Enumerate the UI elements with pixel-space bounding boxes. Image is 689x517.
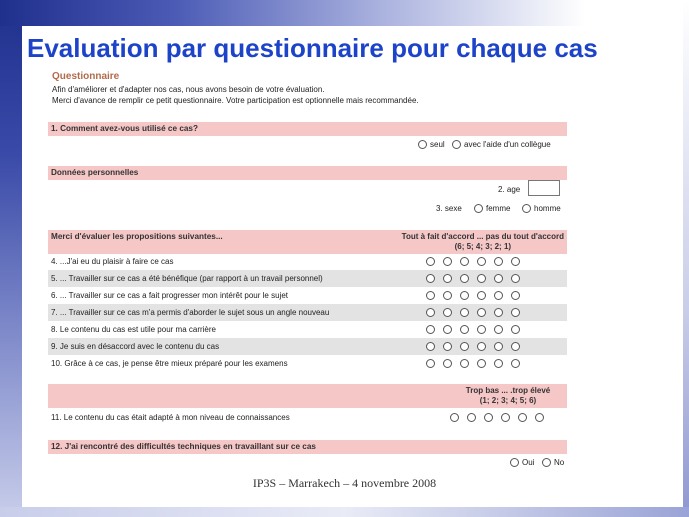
q12-option-no-label: No (554, 458, 565, 467)
rating-radio[interactable] (511, 342, 520, 351)
rating-radio[interactable] (426, 308, 435, 317)
rating-radio[interactable] (477, 325, 486, 334)
rating-radio[interactable] (443, 342, 452, 351)
rating-radio[interactable] (443, 291, 452, 300)
evaluation-radio-group (426, 321, 520, 338)
q1-band (48, 122, 567, 136)
radio-no[interactable] (542, 458, 551, 467)
radio-femme[interactable] (474, 204, 483, 213)
slide-footer: IP3S – Marrakech – 4 novembre 2008 (252, 476, 437, 490)
rating-radio[interactable] (477, 359, 486, 368)
age-input[interactable] (528, 180, 560, 196)
rating-radio[interactable] (426, 359, 435, 368)
q11-row (48, 409, 567, 426)
q1-option-seul[interactable] (418, 140, 445, 149)
rating-radio[interactable] (460, 291, 469, 300)
rating-radio[interactable] (426, 291, 435, 300)
evaluation-radio-group (426, 253, 520, 270)
rating-radio[interactable] (494, 257, 503, 266)
q12-band (48, 440, 567, 454)
q11-label: 11. Le contenu du cas était adapté à mon niveau de connaissances (51, 413, 290, 422)
evaluation-row-label: 8. Le contenu du cas est utile pour ma carrière (51, 325, 216, 334)
slide-border-top (0, 0, 689, 26)
radio-q11-3[interactable] (484, 413, 493, 422)
rating-radio[interactable] (426, 342, 435, 351)
q1-option-collegue-label: avec l'aide d'un collègue (464, 140, 551, 149)
rating-radio[interactable] (443, 308, 452, 317)
sex-option-homme[interactable] (522, 204, 561, 213)
rating-radio[interactable] (511, 257, 520, 266)
rating-radio[interactable] (494, 291, 503, 300)
rating-radio[interactable] (477, 342, 486, 351)
rating-radio[interactable] (460, 308, 469, 317)
rating-radio[interactable] (511, 359, 520, 368)
rating-radio[interactable] (443, 359, 452, 368)
radio-q11-5[interactable] (518, 413, 527, 422)
level-scale-header (443, 386, 573, 406)
q1-option-collegue[interactable] (452, 140, 551, 149)
evaluate-label: Merci d'évaluer les propositions suivantes... (51, 232, 223, 241)
evaluation-row (48, 253, 567, 270)
radio-collegue[interactable] (452, 140, 461, 149)
evaluation-row-label: 9. Je suis en désaccord avec le contenu du cas (51, 342, 220, 351)
evaluation-row-label: 10. Grâce à ce cas, je pense être mieux préparé pour les examens (51, 359, 288, 368)
rating-radio[interactable] (494, 342, 503, 351)
rating-radio[interactable] (511, 274, 520, 283)
rating-radio[interactable] (477, 291, 486, 300)
slide-title: Evaluation par questionnaire pour chaque cas (27, 33, 598, 63)
radio-q11-1[interactable] (450, 413, 459, 422)
agreement-scale-header (402, 232, 564, 252)
level-scale-line-2: (1; 2; 3; 4; 5; 6) (479, 396, 537, 405)
q1-label: 1. Comment avez-vous utilisé ce cas? (51, 124, 198, 133)
evaluation-row (48, 355, 567, 372)
sex-label: 3. sexe (436, 204, 462, 213)
radio-homme[interactable] (522, 204, 531, 213)
evaluation-row (48, 304, 567, 321)
rating-radio[interactable] (460, 325, 469, 334)
rating-radio[interactable] (511, 325, 520, 334)
age-label: 2. age (498, 185, 521, 194)
rating-radio[interactable] (477, 274, 486, 283)
sex-option-femme-label: femme (486, 204, 511, 213)
questionnaire-heading: Questionnaire (52, 71, 120, 82)
evaluation-row-label: 4. ...J'ai eu du plaisir à faire ce cas (51, 257, 174, 266)
personal-band (48, 166, 567, 180)
evaluation-row (48, 338, 567, 355)
rating-radio[interactable] (443, 257, 452, 266)
q12-label: 12. J'ai rencontré des difficultés techniques en travaillant sur ce cas (51, 442, 316, 451)
rating-radio[interactable] (511, 308, 520, 317)
slide-border-left (0, 0, 22, 517)
rating-radio[interactable] (460, 274, 469, 283)
rating-radio[interactable] (511, 291, 520, 300)
radio-seul[interactable] (418, 140, 427, 149)
rating-radio[interactable] (443, 274, 452, 283)
q12-option-oui[interactable] (510, 458, 534, 467)
evaluation-radio-group (426, 304, 520, 321)
evaluation-row-label: 6. ... Travailler sur ce cas a fait progresser mon intérêt pour le sujet (51, 291, 288, 300)
evaluate-band (48, 230, 567, 254)
intro-line-1: Afin d'améliorer et d'adapter nos cas, nous avons besoin de votre évaluation. (52, 85, 325, 94)
rating-radio[interactable] (494, 325, 503, 334)
rating-radio[interactable] (494, 274, 503, 283)
evaluation-row (48, 287, 567, 304)
intro-line-2: Merci d'avance de remplir ce petit questionnaire. Votre participation est optionnelle mais recommandée. (52, 96, 419, 105)
rating-radio[interactable] (426, 274, 435, 283)
level-band (48, 384, 567, 408)
rating-radio[interactable] (477, 308, 486, 317)
evaluation-radio-group (426, 338, 520, 355)
sex-option-femme[interactable] (474, 204, 510, 213)
rating-radio[interactable] (494, 308, 503, 317)
evaluation-row (48, 270, 567, 287)
evaluation-row-label: 7. ... Travailler sur ce cas m'a permis d'aborder le sujet sous un angle nouveau (51, 308, 330, 317)
level-scale-line-1: Trop bas ... .trop élevé (465, 386, 551, 395)
agreement-scale-line-2: (6; 5; 4; 3; 2; 1) (454, 242, 512, 251)
q12-option-oui-label: Oui (522, 458, 535, 467)
evaluation-radio-group (426, 270, 520, 287)
rating-radio[interactable] (426, 257, 435, 266)
evaluation-radio-group (426, 287, 520, 304)
radio-oui[interactable] (510, 458, 519, 467)
slide-border-right (683, 0, 689, 517)
rating-radio[interactable] (494, 359, 503, 368)
evaluation-radio-group (426, 355, 520, 372)
evaluation-row (48, 321, 567, 338)
q1-option-seul-label: seul (430, 140, 445, 149)
radio-q11-2[interactable] (467, 413, 476, 422)
personal-label: Données personnelles (51, 168, 139, 177)
radio-q11-4[interactable] (501, 413, 510, 422)
q11-radio-group (450, 409, 544, 426)
rating-radio[interactable] (460, 359, 469, 368)
rating-radio[interactable] (443, 325, 452, 334)
q12-option-no[interactable] (542, 458, 564, 467)
slide-border-bottom (0, 507, 689, 517)
rating-radio[interactable] (477, 257, 486, 266)
agreement-scale-line-1: Tout à fait d'accord ... pas du tout d'accord (401, 232, 564, 241)
rating-radio[interactable] (426, 325, 435, 334)
sex-option-homme-label: homme (534, 204, 561, 213)
rating-radio[interactable] (460, 257, 469, 266)
radio-q11-6[interactable] (535, 413, 544, 422)
rating-radio[interactable] (460, 342, 469, 351)
evaluation-row-label: 5. ... Travailler sur ce cas a été bénéfique (par rapport à un travail personnel) (51, 274, 323, 283)
